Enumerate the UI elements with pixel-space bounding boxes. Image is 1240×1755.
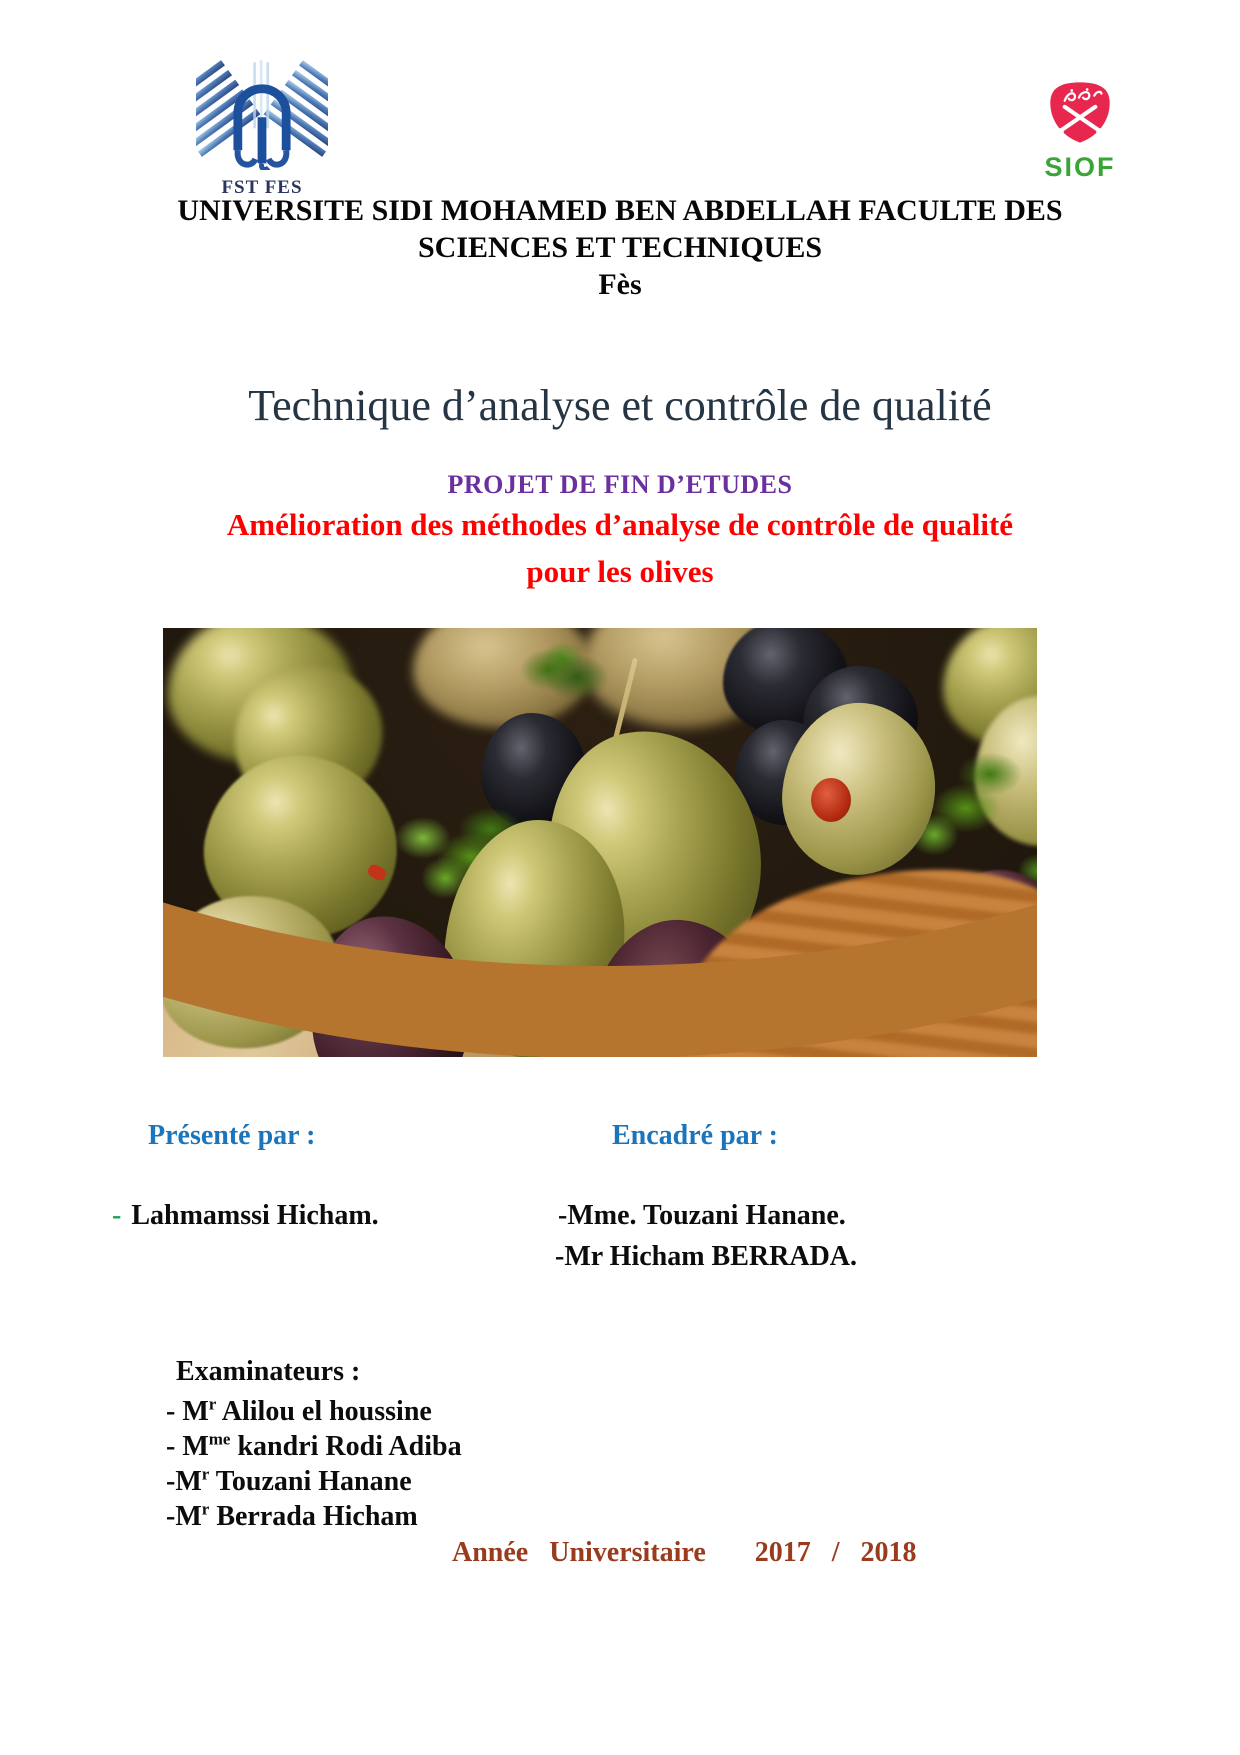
program-title: Technique d’analyse et contrôle de qualité — [248, 381, 992, 430]
university-line-2: SCIENCES ET TECHNIQUES — [417, 231, 823, 264]
examiner-item — [166, 1501, 418, 1533]
examiner-sup: me — [208, 1429, 231, 1449]
thesis-title-line-2: pour les olives — [526, 554, 714, 589]
examiner-name: kandri Rodi Adiba — [230, 1431, 462, 1462]
bowl-rim — [163, 628, 1037, 1057]
siof-logo-caption: SIOF — [1044, 152, 1116, 182]
fst-fes-logo-caption: FST FES — [221, 177, 303, 198]
examiner-prefix: -M — [166, 1501, 202, 1532]
university-line-1: UNIVERSITE SIDI MOHAMED BEN ABDELLAH FACULTE DES — [177, 194, 1063, 227]
examiner-name: Berrada Hicham — [209, 1501, 418, 1532]
thesis-title-line-1: Amélioration des méthodes d’analyse de contrôle de qualité — [226, 507, 1014, 542]
olives-photo — [163, 628, 1037, 1057]
project-type-label: PROJET DE FIN D’ETUDES — [447, 470, 793, 499]
examiner-name: Touzani Hanane — [209, 1466, 412, 1497]
examiner-name: Alilou el houssine — [216, 1396, 432, 1427]
supervised-by-label: Encadré par : — [612, 1120, 778, 1151]
examiner-sup: r — [201, 1499, 210, 1519]
thesis-title — [0, 501, 1240, 595]
university-header — [0, 192, 1240, 303]
presented-name-text: Lahmamssi Hicham. — [131, 1200, 379, 1231]
examiner-prefix: - M — [166, 1396, 209, 1427]
siof-emblem-icon — [1034, 80, 1126, 146]
academic-year: Année Universitaire 2017 / 2018 — [452, 1537, 917, 1568]
supervisor-name: -Mr Hicham BERRADA. — [555, 1241, 858, 1272]
examiners-label: Examinateurs : — [176, 1356, 361, 1387]
examiner-item — [166, 1466, 412, 1498]
examiner-prefix: -M — [166, 1466, 202, 1497]
supervisor-name: -Mme. Touzani Hanane. — [558, 1200, 846, 1231]
presented-by-label: Présenté par : — [148, 1120, 316, 1151]
examiner-item — [166, 1431, 462, 1463]
siof-logo — [1024, 80, 1136, 183]
examiner-sup: r — [208, 1394, 217, 1414]
green-dash: - — [112, 1200, 122, 1231]
city-line: Fès — [598, 268, 642, 301]
examiner-prefix: - M — [166, 1431, 209, 1462]
fst-fes-logo — [196, 58, 328, 199]
examiner-sup: r — [201, 1464, 210, 1484]
examiner-item — [166, 1396, 432, 1428]
presented-by-name — [112, 1200, 379, 1232]
fst-emblem-icon — [196, 58, 328, 170]
